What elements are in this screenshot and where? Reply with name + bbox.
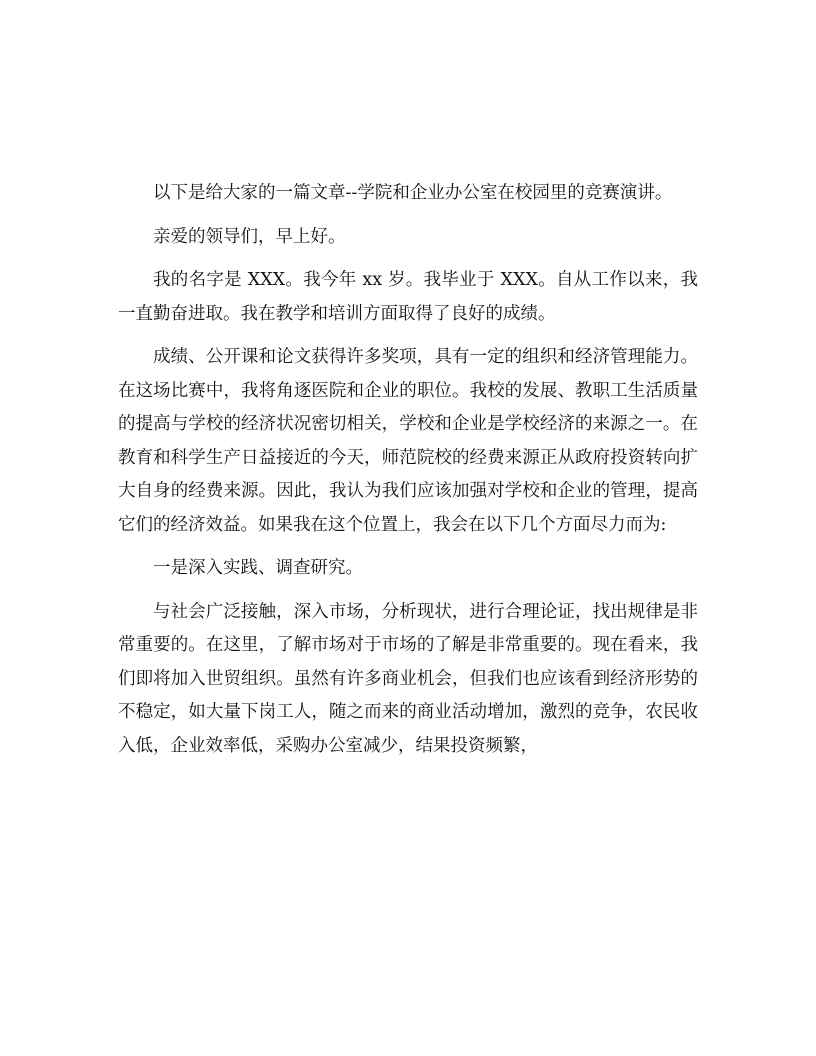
paragraph-intro: 以下是给大家的一篇文章--学院和企业办公室在校园里的竞赛演讲。	[153, 183, 673, 203]
paragraph-self-introduction: 我的名字是 XXX。我今年 xx 岁。我毕业于 XXX。自从工作以来，我一直勤奋进取。我在教学和培训方面取得了良好的成绩。	[118, 270, 698, 324]
paragraph-point-one: 一是深入实践、调查研究。	[153, 558, 363, 578]
paragraph-greeting: 亲爱的领导们，早上好。	[153, 226, 346, 247]
paragraph-market-analysis: 与社会广泛接触，深入市场，分析现状，进行合理论证，找出规律是非常重要的。在这里，了解市场对于市场的了解是非常重要的。现在看来，我们即将加入世贸组织。虽然有许多商业机会，但我们也应该看到经济形势的不稳定，如大量下岗工人，随之而来的商业活动增加，激烈的竞争，农民收入低，企业效率低，采购办公室减少，结果投资频繁，	[118, 601, 698, 756]
document-body	[118, 177, 698, 773]
paragraph-achievements: 成绩、公开课和论文获得许多奖项，具有一定的组织和经济管理能力。在这场比赛中，我将角逐医院和企业的职位。我校的发展、教职工生活质量的提高与学校的经济状况密切相关，学校和企业是学校经济的来源之一。在教育和科学生产日益接近的今天，师范院校的经费来源正从政府投资转向扩大自身的经费来源。因此，我认为我们应该加强对学校和企业的管理，提高它们的经济效益。如果我在这个位置上，我会在以下几个方面尽力而为:	[118, 347, 698, 535]
